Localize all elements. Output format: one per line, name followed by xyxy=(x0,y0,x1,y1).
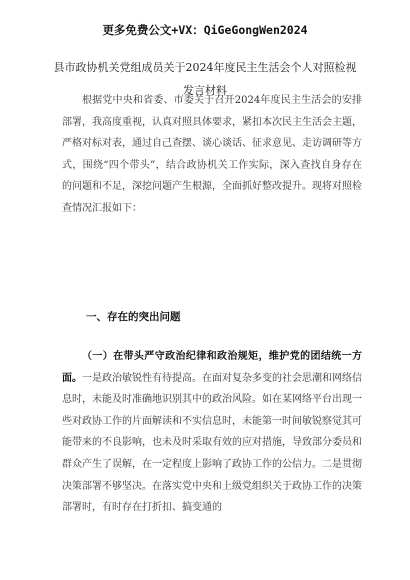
item-lead-text: （一）在带头严守政治纪律和政治规矩，维护党的团结统一方面。 xyxy=(62,351,362,384)
intro-paragraph: 根据党中央和省委、市委关于召开2024年度民主生活会的安排部署，我高度重视，认真对照具体要求，紧扣本次民主生活会主题，严格对标对表，通过自己查摆、谈心谈话、征求意见、走访调研等方式，围绕“四个带头”，结合政协机关工作实际，深入查找自身存在的问题和不足，深挖问题产生根源，全面抓好整改提升。现将对照检查情况汇报如下： xyxy=(62,95,362,214)
document-title: 县市政协机关党组成员关于2024年度民主生活会个人对照检视发言材料 xyxy=(53,61,357,97)
item-body-text: 一是政治敏锐性有待提高。在面对复杂多变的社会思潮和网络信息时，未能及时准确地识别其中的政治风险。如在某网络平台出现一些对政协工作的片面解读和不实信息时，未能第一时间敏锐察觉其可能带来的不良影响，也未及时采取有效的应对措施，导致部分委员和群众产生了误解，在一定程度上影响了政协工作的公信力。二是贯彻决策部署不够坚决。在落实党中央和上级党组织关于政协工作的决策部署时，有时存在打折扣、搞变通的 xyxy=(62,372,362,514)
section-heading: 一、存在的突出问题 xyxy=(86,311,181,323)
section-item-paragraph xyxy=(62,346,362,519)
promo-banner: 更多免费公文+VX：QiGeGongWen2024 xyxy=(102,23,308,37)
